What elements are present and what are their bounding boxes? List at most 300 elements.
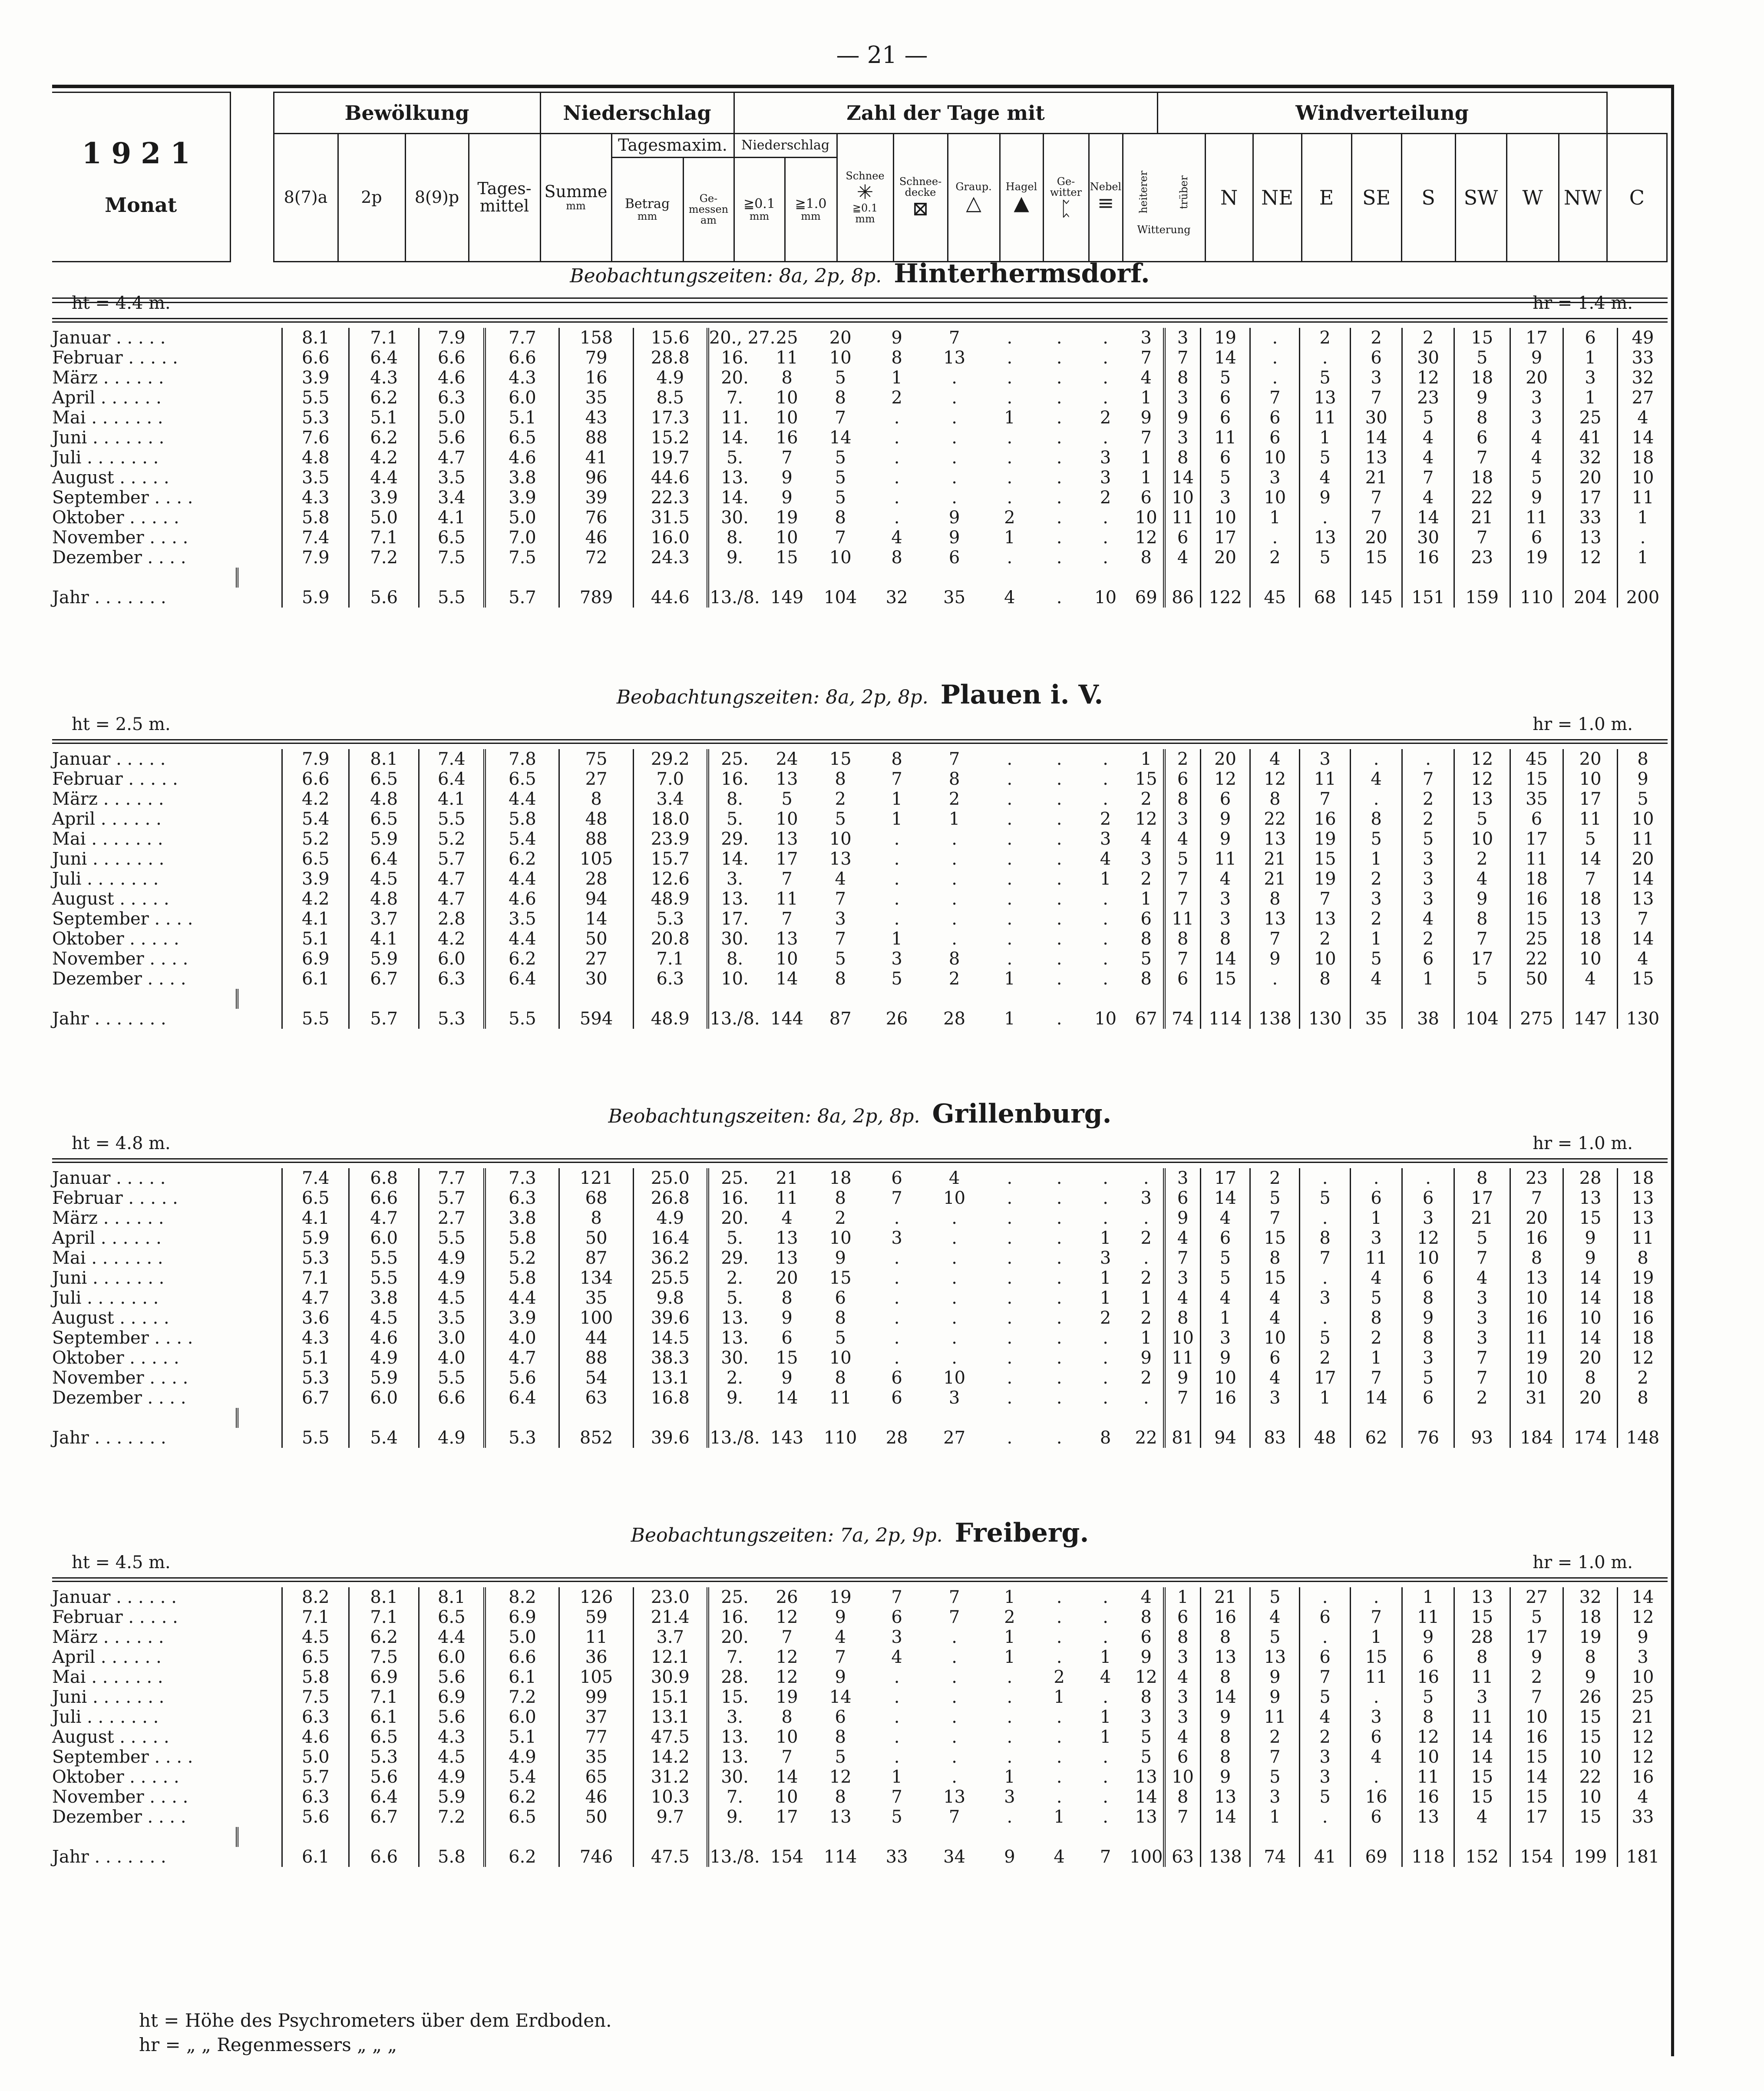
value-cell: 4 (1164, 1727, 1200, 1747)
value-cell: 2 (948, 789, 960, 809)
value-cell: 11 (1250, 1707, 1300, 1727)
value-cell: 17.3 (633, 408, 707, 428)
value-cell: 13 (1200, 1647, 1250, 1667)
value-cell: 6.7 (349, 1807, 419, 1827)
value-cell: 100 (559, 1308, 633, 1328)
value-cell: 18 (1617, 1328, 1668, 1348)
value-cell: 18 (1563, 889, 1618, 909)
value-cell: 4 (1100, 1667, 1111, 1687)
value-cell: 13 (1563, 909, 1618, 929)
value-cell: 50 (1510, 969, 1563, 989)
value-cell: 1 (1140, 1288, 1152, 1308)
value-cell: 2 (1100, 408, 1111, 428)
spacer-cell (237, 1328, 282, 1348)
value-cell: 23 (1402, 388, 1454, 408)
value-cell: 13 (1510, 1268, 1563, 1288)
value-cell: 154 (770, 1847, 804, 1867)
value-cell: 10 (1250, 488, 1300, 508)
value-cell: 4 (1200, 1208, 1250, 1228)
value-cell: 6 (781, 1328, 793, 1348)
month-label: Jahr . . . . . . . (52, 1847, 166, 1867)
value-cell: 9 (781, 468, 793, 488)
value-cell: 2 (1054, 1667, 1065, 1687)
value-cell: 5.0 (485, 508, 559, 528)
value-cell: 17 (1510, 1807, 1563, 1827)
value-cell: 10 (1250, 1328, 1300, 1348)
header-days-fog: Nebel ≡ (1089, 134, 1123, 262)
month-label: Mai . . . . . . . (52, 408, 163, 428)
value-cell: 5.9 (282, 588, 349, 608)
value-cell: 13 (1200, 1787, 1250, 1807)
value-cell: 7 (891, 1587, 902, 1607)
value-cell: 5 (1617, 789, 1668, 809)
value-cell: 9. (708, 1388, 761, 1408)
value-cell: 1 (1350, 1627, 1402, 1647)
value-cell: 6.5 (419, 1607, 485, 1627)
value-cell: 1 (1250, 1807, 1300, 1827)
value-cell: 11 (1200, 849, 1250, 869)
value-cell: 5 (1300, 1687, 1350, 1707)
value-cell: 45 (1510, 749, 1563, 769)
value-cell: . (1056, 1268, 1062, 1288)
value-cell: 1 (1100, 1727, 1111, 1747)
table-row (52, 1727, 1668, 1747)
station-table (52, 328, 1668, 608)
value-cell: . (1350, 1168, 1402, 1188)
spacer-cell (237, 1667, 282, 1687)
value-cell: 7 (1510, 1687, 1563, 1707)
value-cell: 3 (891, 1627, 902, 1647)
value-cell: 14 (1563, 1268, 1618, 1288)
value-cell: 14. (708, 849, 761, 869)
value-cell: 5 (1200, 368, 1250, 388)
spacer-cell (237, 929, 282, 949)
month-label: Februar . . . . . (52, 1607, 178, 1627)
value-cell: 6 (835, 1707, 846, 1727)
value-cell: 5 (835, 1328, 846, 1348)
table-row (52, 789, 1668, 809)
table-row (52, 1188, 1668, 1208)
value-cell: 8.1 (419, 1587, 485, 1607)
value-cell: 16 (1510, 1308, 1563, 1328)
value-cell: 68 (559, 1188, 633, 1208)
value-cell: . (951, 368, 957, 388)
value-cell: 4.2 (419, 929, 485, 949)
value-cell: 4 (1054, 1847, 1065, 1867)
value-cell: 3.5 (485, 909, 559, 929)
value-cell: 13 (1617, 1188, 1668, 1208)
value-cell: 3 (1454, 1288, 1510, 1308)
value-cell: 20 (1563, 468, 1618, 488)
value-cell: 13 (943, 1787, 966, 1807)
value-cell: 2 (1004, 508, 1015, 528)
header-wind-ne: NE (1253, 134, 1302, 262)
value-cell: 16. (708, 1188, 761, 1208)
value-cell: 4 (1164, 548, 1200, 568)
value-cell: 7 (1454, 1348, 1510, 1368)
value-cell: 12 (829, 1767, 852, 1787)
value-cell: 15 (1300, 849, 1350, 869)
value-cell: 45 (1250, 588, 1300, 608)
value-cell: 1 (1200, 1308, 1250, 1328)
value-cell: 8 (1140, 1607, 1152, 1627)
value-cell: 10 (776, 528, 798, 548)
value-cell: 5 (1140, 1747, 1152, 1767)
value-cell: 1 (1054, 1687, 1065, 1707)
value-cell: 5.0 (349, 508, 419, 528)
value-cell: 48.9 (633, 889, 707, 909)
value-cell: 13.1 (633, 1707, 707, 1727)
value-cell: 7 (835, 889, 846, 909)
value-cell: 4.5 (349, 1308, 419, 1328)
value-cell: 8 (1100, 1428, 1111, 1448)
month-label: Oktober . . . . . (52, 1767, 179, 1787)
value-cell: 7.1 (349, 1607, 419, 1627)
value-cell: 15 (1510, 1787, 1563, 1807)
value-cell: 26 (885, 1009, 908, 1029)
value-cell: 1 (1617, 508, 1668, 528)
value-cell: 11 (1454, 1667, 1510, 1687)
value-cell: 3 (835, 909, 846, 929)
value-cell: 36.2 (633, 1248, 707, 1268)
value-cell: 14.2 (633, 1747, 707, 1767)
spacer-cell (237, 1268, 282, 1288)
value-cell: 4 (1004, 588, 1015, 608)
value-cell: 4.3 (349, 368, 419, 388)
value-cell: 29. (708, 1248, 761, 1268)
page-number: — 21 — (836, 41, 928, 69)
value-cell: 11 (1200, 428, 1250, 448)
value-cell: 8 (835, 1727, 846, 1747)
value-cell: 99 (559, 1687, 633, 1707)
value-cell: 21 (1454, 508, 1510, 528)
value-cell: . (951, 1348, 957, 1368)
value-cell: 25 (1617, 1687, 1668, 1707)
value-cell: 39 (559, 488, 633, 508)
value-cell: . (1007, 1388, 1013, 1408)
value-cell: 17 (1300, 1368, 1350, 1388)
value-cell: 148 (1617, 1428, 1668, 1448)
value-cell: 31.2 (633, 1767, 707, 1787)
spacer-cell (237, 829, 282, 849)
value-cell: 34 (943, 1847, 966, 1867)
value-cell: 7.1 (282, 1607, 349, 1627)
value-cell: 105 (559, 1667, 633, 1687)
value-cell: 4 (1454, 869, 1510, 889)
value-cell: 10 (776, 388, 798, 408)
value-cell: 17 (1563, 789, 1618, 809)
value-cell: 5.3 (282, 1248, 349, 1268)
value-cell: 6 (891, 1368, 902, 1388)
value-cell: 13 (1135, 1767, 1157, 1787)
value-cell: 21.4 (633, 1607, 707, 1627)
value-cell: 7 (1164, 949, 1200, 969)
value-cell: . (1103, 368, 1109, 388)
value-cell: 14 (829, 428, 852, 448)
value-cell: 27 (559, 769, 633, 789)
total-row (52, 588, 1668, 608)
value-cell: . (894, 1747, 900, 1767)
table-row (52, 1168, 1668, 1188)
value-cell: . (1056, 1009, 1062, 1029)
value-cell: 15 (829, 1268, 852, 1288)
value-cell: 4 (1164, 1667, 1200, 1687)
value-cell: 6.5 (282, 1188, 349, 1208)
month-label: Januar . . . . . (52, 1168, 166, 1188)
value-cell: 8. (708, 528, 761, 548)
value-cell: 5 (1350, 1288, 1402, 1308)
value-cell: 7 (1164, 889, 1200, 909)
value-cell: 6.7 (349, 969, 419, 989)
value-cell: 3 (1100, 448, 1111, 468)
value-cell: 7 (1164, 1248, 1200, 1268)
value-cell: 7.1 (349, 1687, 419, 1707)
value-cell: 5.6 (419, 428, 485, 448)
value-cell: 9 (1402, 1627, 1454, 1647)
value-cell: 4 (1617, 1787, 1668, 1807)
table-row (52, 428, 1668, 448)
month-label: April . . . . . . (52, 1228, 162, 1248)
value-cell: 6.1 (349, 1707, 419, 1727)
value-cell: 5 (1300, 1787, 1350, 1807)
value-cell: 46 (559, 1787, 633, 1807)
value-cell: 13 (1402, 1807, 1454, 1827)
value-cell: 12 (1402, 368, 1454, 388)
footnote-ht: ht = Höhe des Psychrometers über dem Erdboden. (139, 2010, 612, 2031)
value-cell: 3.7 (349, 909, 419, 929)
value-cell: 8 (1563, 1647, 1618, 1667)
value-cell: . (894, 909, 900, 929)
value-cell: 5.3 (633, 909, 707, 929)
value-cell: 7 (1300, 1248, 1350, 1268)
month-label: August . . . . . (52, 1308, 169, 1328)
spacer-cell (237, 1807, 282, 1827)
value-cell: 16 (1402, 548, 1454, 568)
value-cell: . (1056, 468, 1062, 488)
value-cell: 11 (1510, 849, 1563, 869)
value-cell: . (1056, 1707, 1062, 1727)
month-label: April . . . . . . (52, 809, 162, 829)
header-clear: heiterer (1137, 171, 1150, 214)
value-cell: 11 (829, 1388, 852, 1408)
value-cell: 6.3 (282, 1707, 349, 1727)
value-cell: . (1007, 1667, 1013, 1687)
value-cell: 14 (829, 1687, 852, 1707)
value-cell: 14 (559, 909, 633, 929)
value-cell: 15 (1250, 1228, 1300, 1248)
value-cell: 3 (1350, 1228, 1402, 1248)
value-cell: 5 (1510, 468, 1563, 488)
footnote-hr: hr = „ „ Regenmessers „ „ „ (139, 2034, 397, 2055)
value-cell: 41 (559, 448, 633, 468)
value-cell: 8. (708, 789, 761, 809)
value-cell: 3 (1004, 1787, 1015, 1807)
value-cell: 5 (835, 1747, 846, 1767)
value-cell: 11 (1510, 508, 1563, 528)
value-cell: 8 (1164, 929, 1200, 949)
value-cell: 4.8 (349, 789, 419, 809)
value-cell: 1 (891, 929, 902, 949)
value-cell: 74 (1164, 1009, 1200, 1029)
value-cell: 3 (1140, 849, 1152, 869)
value-cell: 12 (776, 1607, 798, 1627)
value-cell: 145 (1350, 588, 1402, 608)
month-label: Januar . . . . . . (52, 1587, 177, 1607)
value-cell: 13 (776, 1248, 798, 1268)
value-cell: 2 (1250, 1168, 1300, 1188)
value-cell: 7 (781, 448, 793, 468)
header-cloud-8a: 8(7)a (274, 134, 338, 262)
value-cell: 9.8 (633, 1288, 707, 1308)
value-cell: 5.6 (419, 1707, 485, 1727)
value-cell: 8 (1164, 368, 1200, 388)
value-cell: 87 (829, 1009, 852, 1029)
month-label: Juni . . . . . . . (52, 1687, 165, 1707)
value-cell: . (951, 448, 957, 468)
value-cell: 14 (1563, 849, 1618, 869)
table-row (52, 1368, 1668, 1388)
value-cell: 48.9 (633, 1009, 707, 1029)
value-cell: . (1300, 348, 1350, 368)
value-cell: 15 (1135, 769, 1157, 789)
value-cell: 7 (948, 1607, 960, 1627)
value-cell: 59 (559, 1607, 633, 1627)
value-cell: 1 (1004, 1627, 1015, 1647)
spacer-cell (237, 789, 282, 809)
value-cell: 13 (776, 769, 798, 789)
value-cell: 7 (835, 528, 846, 548)
value-cell: . (1056, 1767, 1062, 1787)
value-cell: 21 (1454, 1208, 1510, 1228)
value-cell: . (1056, 1208, 1062, 1228)
value-cell: 3 (1200, 1328, 1250, 1348)
table-row (52, 548, 1668, 568)
header-month: Monat (105, 193, 177, 217)
month-label: November . . . . (52, 1368, 188, 1388)
value-cell: 2 (1350, 328, 1402, 348)
value-cell: 12 (1135, 809, 1157, 829)
value-cell: 2 (835, 1208, 846, 1228)
value-cell: . (1056, 849, 1062, 869)
value-cell: 3 (1200, 488, 1250, 508)
value-cell: 28. (708, 1667, 761, 1687)
value-cell: 7 (1350, 488, 1402, 508)
value-cell: 3. (708, 1707, 761, 1727)
month-label: März . . . . . . (52, 1208, 164, 1228)
value-cell: 13 (1563, 528, 1618, 548)
value-cell: 25.5 (633, 1268, 707, 1288)
value-cell: . (894, 1348, 900, 1368)
value-cell: 3 (1100, 468, 1111, 488)
value-cell: 16 (1350, 1787, 1402, 1807)
value-cell: 13.1 (633, 1368, 707, 1388)
value-cell: 88 (559, 1348, 633, 1368)
value-cell: 5 (1454, 969, 1510, 989)
value-cell: 1 (1100, 1647, 1111, 1667)
value-cell: 5.9 (349, 829, 419, 849)
value-cell: 3 (1140, 1707, 1152, 1727)
value-cell: . (1103, 909, 1109, 929)
header-wind-w: W (1506, 134, 1559, 262)
value-cell: 8 (781, 1288, 793, 1308)
header-days-cover: Schnee-decke ⊠ (893, 134, 948, 262)
value-cell: 6.4 (485, 969, 559, 989)
value-cell: 10 (1402, 1248, 1454, 1268)
value-cell: 159 (1454, 588, 1510, 608)
value-cell: 3 (1164, 1707, 1200, 1727)
value-cell: 4.5 (419, 1288, 485, 1308)
value-cell: 13 (1250, 909, 1300, 929)
value-cell: 7.7 (419, 1168, 485, 1188)
value-cell: 5 (1200, 468, 1250, 488)
value-cell: 17 (1510, 829, 1563, 849)
value-cell: 5.1 (485, 408, 559, 428)
value-cell: 10 (1563, 769, 1618, 789)
value-cell: 5.6 (282, 1807, 349, 1827)
value-cell: 7 (835, 408, 846, 428)
value-cell: . (1056, 1308, 1062, 1328)
value-cell: 30 (1402, 528, 1454, 548)
value-cell: 15 (829, 749, 852, 769)
value-cell: 32 (1563, 448, 1618, 468)
value-cell: 49 (1617, 328, 1668, 348)
table-row (52, 1308, 1668, 1328)
value-cell: . (1056, 889, 1062, 909)
value-cell: 15. (708, 1687, 761, 1707)
value-cell: 7 (1250, 1747, 1300, 1767)
station-hr: hr = 1.4 m. (1533, 293, 1633, 313)
value-cell: 1 (891, 789, 902, 809)
value-cell: 6.6 (485, 1647, 559, 1667)
value-cell: 4.7 (419, 889, 485, 909)
value-cell: 72 (559, 548, 633, 568)
value-cell: 2 (1140, 869, 1152, 889)
value-cell: 8.2 (485, 1587, 559, 1607)
value-cell: 1 (891, 368, 902, 388)
value-cell: 38 (1402, 1009, 1454, 1029)
value-cell: 13. (708, 1308, 761, 1328)
value-cell: 8 (1164, 1308, 1200, 1328)
value-cell: 3 (1510, 408, 1563, 428)
value-cell: . (1143, 1208, 1149, 1228)
value-cell: . (1007, 1308, 1013, 1328)
value-cell: 8.1 (282, 328, 349, 348)
value-cell: 3.7 (633, 1627, 707, 1647)
value-cell: 4 (1563, 969, 1618, 989)
value-cell: 15 (1250, 1268, 1300, 1288)
value-cell: 4 (1402, 909, 1454, 929)
station-times: Beobachtungszeiten: 8a, 2p, 8p. (616, 686, 928, 708)
value-cell: 16. (708, 769, 761, 789)
spacer-cell (237, 1208, 282, 1228)
value-cell: 25 (776, 328, 798, 348)
value-cell: 12 (1135, 528, 1157, 548)
value-cell: 10 (776, 809, 798, 829)
value-cell: . (951, 1228, 957, 1248)
value-cell: 4.7 (419, 869, 485, 889)
value-cell: 5 (1402, 1687, 1454, 1707)
value-cell: 8 (1350, 809, 1402, 829)
month-label: Dezember . . . . (52, 1388, 186, 1408)
value-cell: . (1007, 1188, 1013, 1208)
value-cell: 14 (1350, 428, 1402, 448)
value-cell: 9 (835, 1667, 846, 1687)
value-cell: . (1007, 929, 1013, 949)
value-cell: 7 (1350, 1368, 1402, 1388)
value-cell: 7.0 (485, 528, 559, 548)
table-row (52, 1687, 1668, 1707)
value-cell: 2 (1300, 1348, 1350, 1368)
